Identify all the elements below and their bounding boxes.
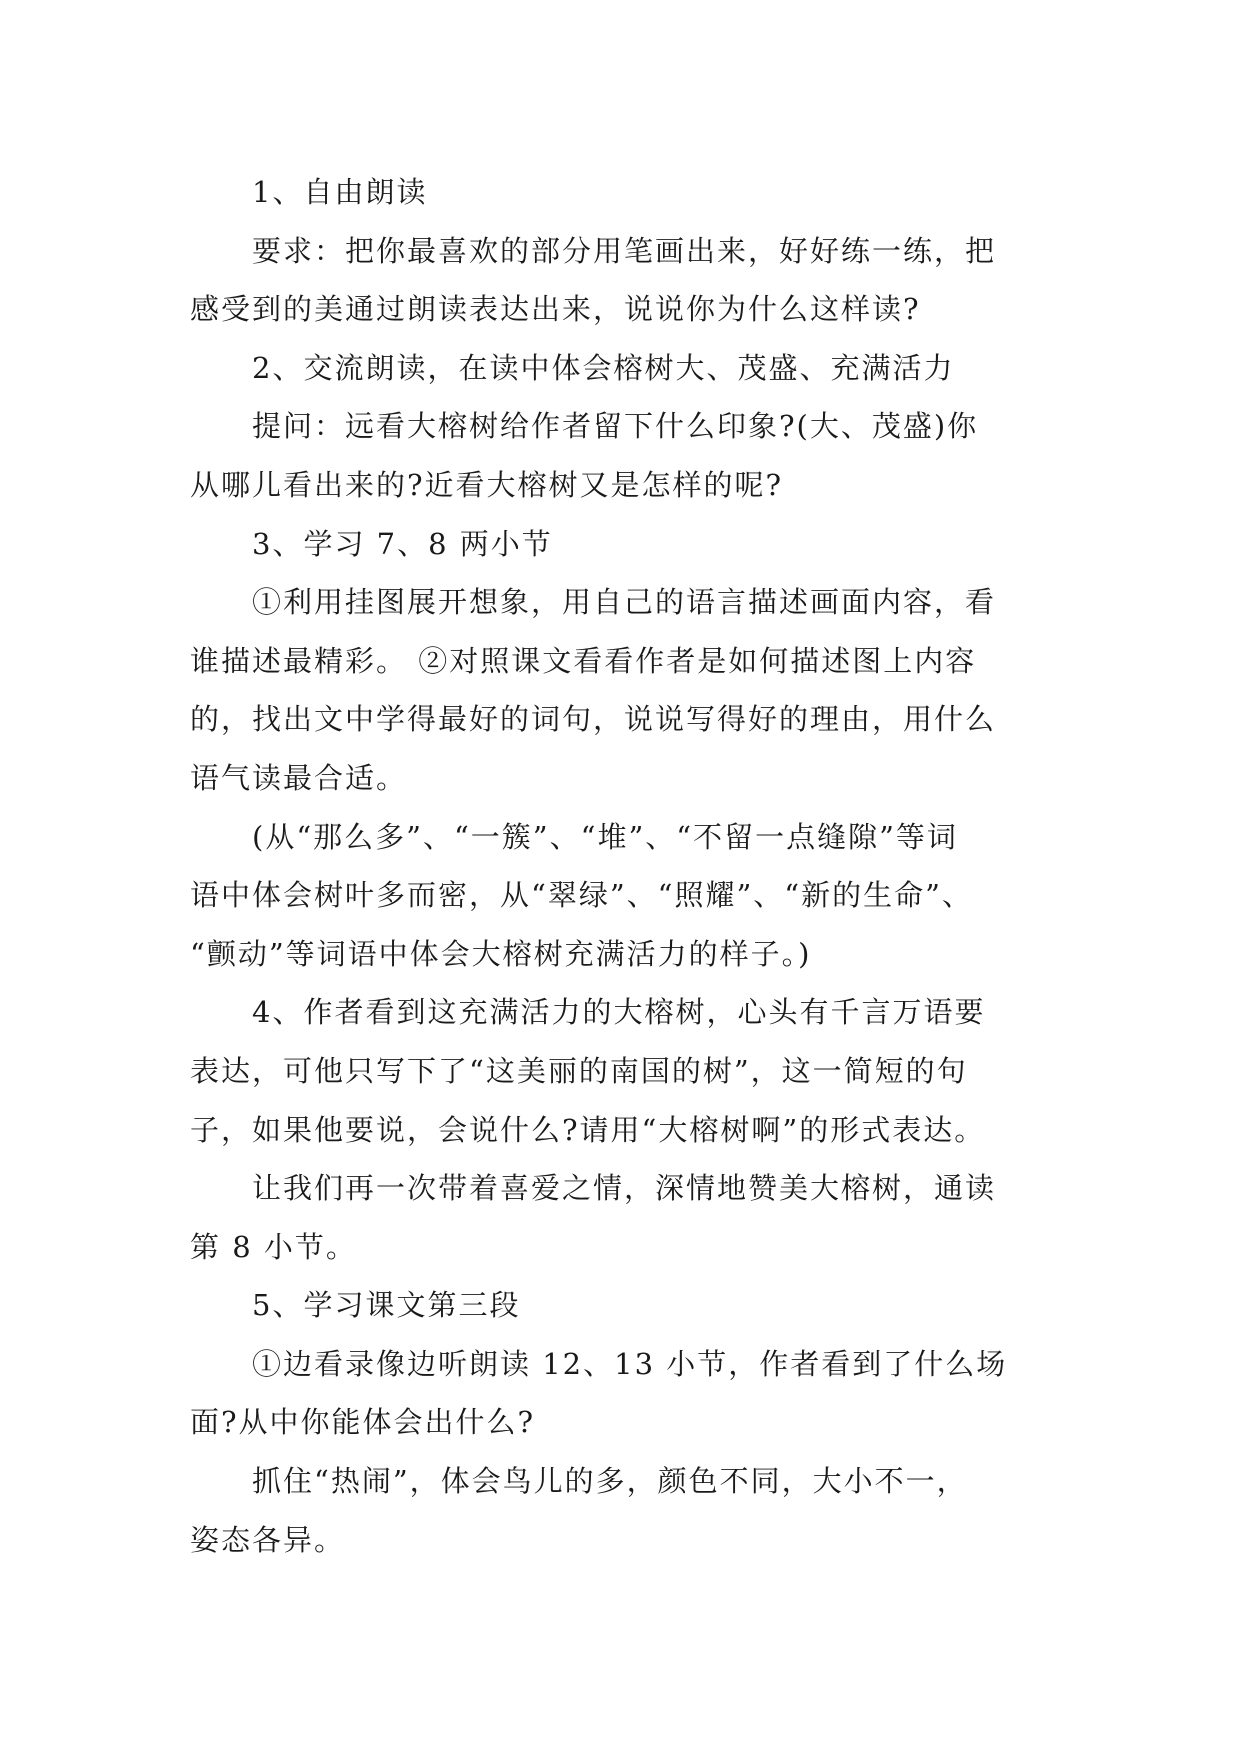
text-line-24: 姿态各异。 [190, 1522, 346, 1557]
text-line-19: 第 8 小节。 [190, 1229, 357, 1264]
text-line-13: 语中体会树叶多而密，从“翠绿”、“照耀”、“新的生命”、 [190, 878, 973, 913]
text-line-12: (从“那么多”、“一簇”、“堆”、“不留一点缝隙”等词 [252, 819, 958, 854]
text-line-21: ①边看录像边听朗读 12、13 小节，作者看到了什么场 [252, 1346, 1008, 1381]
text-line-2: 要求：把你最喜欢的部分用笔画出来，好好练一练，把 [252, 233, 997, 268]
text-line-3: 感受到的美通过朗读表达出来，说说你为什么这样读? [190, 292, 921, 327]
text-line-18: 让我们再一次带着喜爱之情，深情地赞美大榕树，通读 [252, 1171, 997, 1206]
text-line-14: “颤动”等词语中体会大榕树充满活力的样子。) [190, 936, 812, 971]
text-line-6: 从哪儿看出来的?近看大榕树又是怎样的呢? [190, 467, 784, 502]
text-line-15: 4、作者看到这充满活力的大榕树，心头有千言万语要 [252, 995, 986, 1030]
text-line-9: 谁描述最精彩。 ②对照课文看看作者是如何描述图上内容 [190, 643, 977, 678]
text-line-7: 3、学习 7、8 两小节 [252, 526, 553, 561]
text-line-22: 面?从中你能体会出什么? [190, 1405, 536, 1440]
text-line-23: 抓住“热闹”，体会鸟儿的多，颜色不同，大小不一， [252, 1464, 968, 1499]
text-line-11: 语气读最合适。 [190, 760, 408, 795]
text-line-8: ①利用挂图展开想象，用自己的语言描述画面内容，看 [252, 585, 997, 620]
text-line-10: 的，找出文中学得最好的词句，说说写得好的理由，用什么 [190, 702, 997, 737]
text-line-1: 1、自由朗读 [252, 175, 428, 209]
text-line-5: 提问：远看大榕树给作者留下什么印象?(大、茂盛)你 [252, 409, 979, 444]
text-line-16: 表达，可他只写下了“这美丽的南国的树”，这一简短的句 [190, 1053, 968, 1088]
text-line-4: 2、交流朗读，在读中体会榕树大、茂盛、充满活力 [252, 350, 955, 385]
text-line-17: 子，如果他要说，会说什么?请用“大榕树啊”的形式表达。 [190, 1112, 986, 1147]
text-line-20: 5、学习课文第三段 [252, 1288, 521, 1323]
document-body [190, 163, 1070, 1569]
